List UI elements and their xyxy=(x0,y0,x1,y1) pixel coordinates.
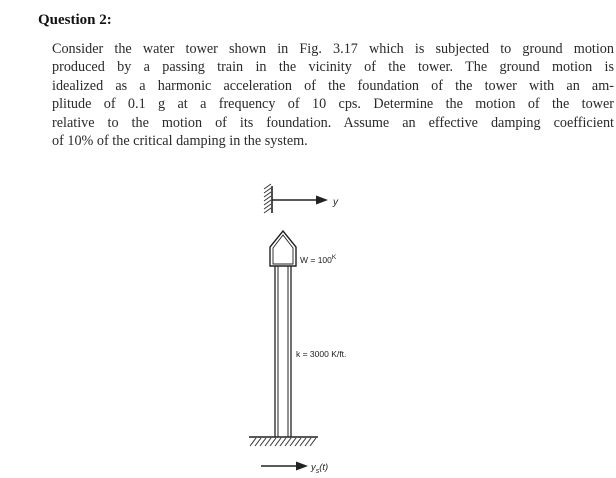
tank-outline xyxy=(270,231,296,266)
ground-motion-argument: (t) xyxy=(319,462,329,473)
problem-line-6: of 10% of the critical damping in the system. xyxy=(52,133,308,150)
tank-inner-outline xyxy=(273,235,293,264)
ground-motion-subscript: s xyxy=(315,468,320,475)
question-heading: Question 2: xyxy=(38,12,112,28)
tower-column xyxy=(275,266,291,437)
weight-label-value: W = 100 xyxy=(300,255,332,265)
ground-hatch xyxy=(249,437,318,446)
problem-line-5: relative to the motion of its foundation. Assume an effective damping coefficient xyxy=(52,114,614,131)
ground-motion-arrow xyxy=(261,462,308,471)
problem-line-4: plitude of 0.1 g at a frequency of 10 cps. Determine the motion of the tower xyxy=(52,96,614,113)
top-reference-hatch xyxy=(264,184,272,213)
ground-motion-label xyxy=(310,462,328,475)
problem-line-3: idealized as a harmonic acceleration of the foundation of the tower with an am- xyxy=(52,77,614,94)
stiffness-label: k = 3000 K/ft. xyxy=(296,349,347,359)
weight-label-unit: K xyxy=(331,254,337,261)
problem-line-1: Consider the water tower shown in Fig. 3.17 which is subjected to ground motion xyxy=(52,41,614,57)
problem-statement xyxy=(52,40,614,150)
displacement-label: y xyxy=(333,197,338,208)
problem-line-2: produced by a passing train in the vicinity of the tower. The ground motion is xyxy=(52,59,614,76)
weight-label xyxy=(300,254,337,265)
displacement-arrow xyxy=(272,196,328,205)
ground-motion-symbol: y xyxy=(311,462,316,473)
